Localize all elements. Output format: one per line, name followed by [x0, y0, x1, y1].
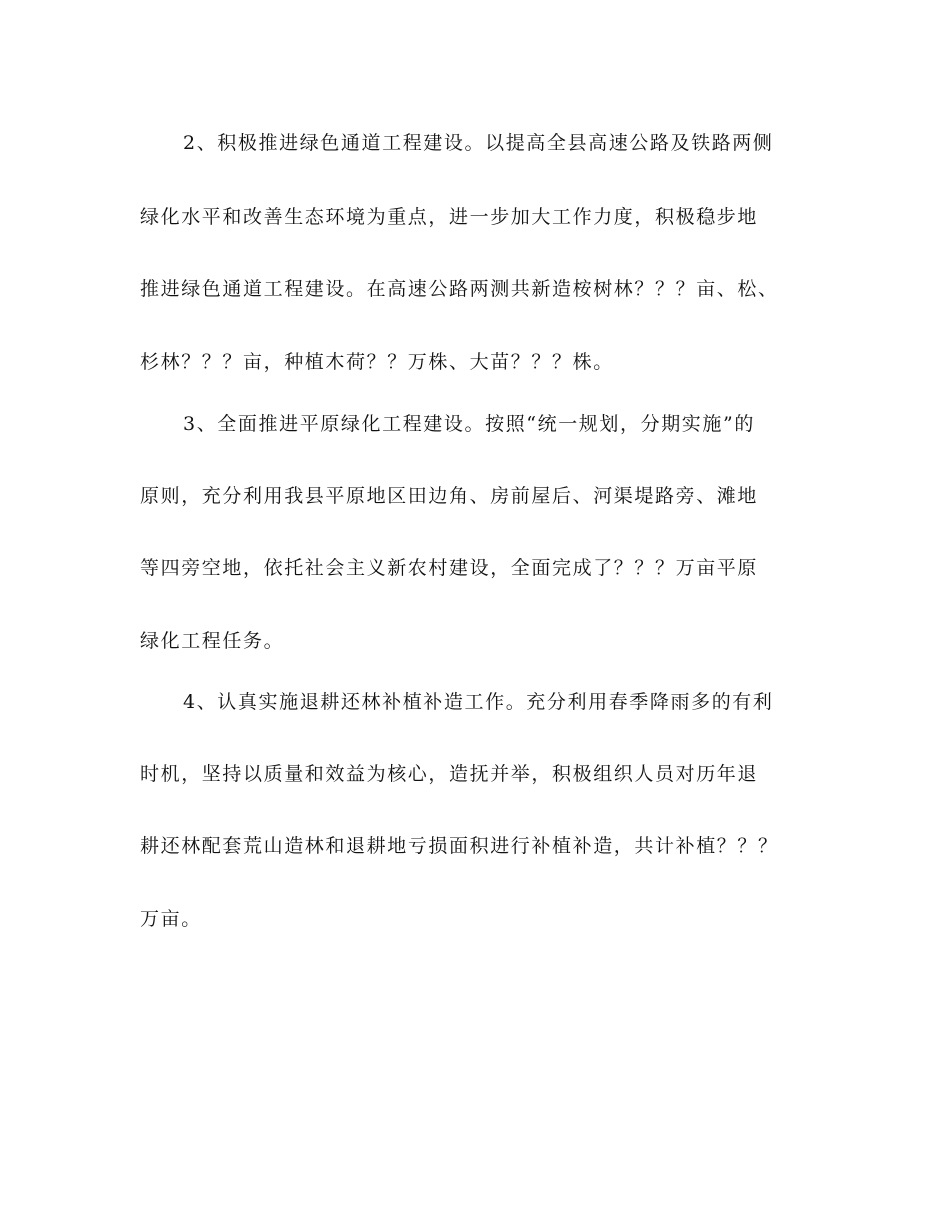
- paragraph-4-line-2: 时机，坚持以质量和效益为核心，造抚并举，积极组织人员对历年退: [140, 763, 759, 785]
- paragraph-2-line-2: 绿化水平和改善生态环境为重点，进一步加大工作力度，积极稳步地: [140, 206, 759, 228]
- paragraph-2-line-3: 推进绿色通道工程建设。在高速公路两测共新造桉树林？？？亩、松、: [140, 278, 779, 300]
- paragraph-4-line-3: 耕还林配套荒山造林和退耕地亏损面积进行补植补造，共计补植？？？: [140, 835, 779, 857]
- paragraph-4-line-4: 万亩。: [140, 908, 202, 930]
- paragraph-2-line-4: 杉林？？？亩，种植木荷？？万株、大苗？？？株。: [140, 351, 614, 373]
- paragraph-3-line-3: 等四旁空地，依托社会主义新农村建设，全面完成了？？？万亩平原: [140, 557, 759, 579]
- paragraph-3-line-1: 3、全面推进平原绿化工程建设。按照“统一规划，分期实施”的: [183, 413, 755, 435]
- paragraph-3-line-4: 绿化工程任务。: [140, 630, 285, 652]
- paragraph-2-line-1: 2、积极推进绿色通道工程建设。以提高全县高速公路及铁路两侧: [183, 132, 774, 154]
- paragraph-4-line-1: 4、认真实施退耕还林补植补造工作。充分利用春季降雨多的有利: [183, 691, 774, 713]
- paragraph-3-line-2: 原则，充分利用我县平原地区田边角、房前屋后、河渠堤路旁、滩地: [140, 485, 759, 507]
